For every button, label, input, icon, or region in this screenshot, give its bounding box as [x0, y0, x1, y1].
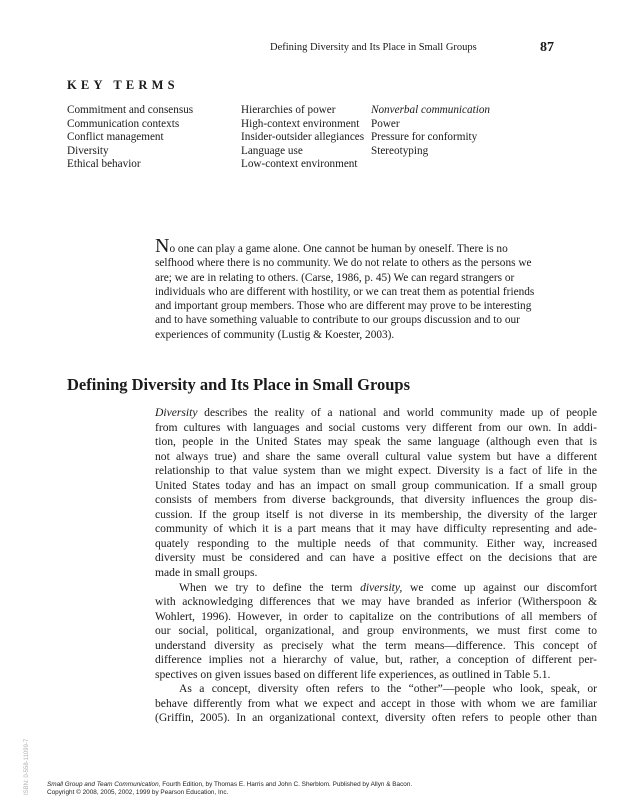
key-terms-column-3 [371, 104, 490, 158]
epigraph-line: individuals who are different with hostility, or we can treat them as potential friends [155, 285, 535, 298]
copyright-line-2: Copyright © 2008, 2005, 2002, 1999 by Pearson Education, Inc. [47, 788, 229, 796]
key-term: Commitment and consensus [67, 104, 194, 116]
body-line: United States today and has an impact on small group communication. If a small group [155, 478, 597, 492]
copyright-line-1 [47, 781, 412, 789]
book-title: Small Group and Team Communication, [47, 781, 161, 788]
key-term: Communication contexts [67, 117, 180, 130]
body-line: consists of members from diverse backgrounds, that diversity influences the group dis- [155, 493, 597, 507]
body-line: from cultures with languages and social customs very different from our own. In addi- [155, 420, 597, 434]
running-head-title: Defining Diversity and Its Place in Small Groups [270, 42, 477, 53]
body-line: with acknowledging differences that we may have branded as inferior (Witherspoon & [155, 595, 597, 609]
body-line: community of which it is a part means that it may have difficulty representing and ade- [155, 522, 597, 536]
key-term: Hierarchies of power [241, 104, 336, 116]
key-term: High-context environment [241, 117, 360, 130]
epigraph-line [155, 235, 555, 257]
body-line: tion, people in the United States may speak the same language (although even that is [155, 435, 597, 449]
epigraph-text: o one can play a game alone. One cannot be human by oneself. There is no [169, 243, 508, 255]
key-terms-column-1 [67, 104, 193, 172]
epigraph-line: and to have something valuable to contribute to our groups discussion and to our [155, 314, 520, 327]
page-number: 87 [540, 40, 554, 55]
key-term: Nonverbal communication [371, 104, 491, 116]
key-terms-heading: KEY TERMS [67, 78, 179, 92]
key-terms-column-2 [241, 104, 364, 172]
body-line: quately responding to the multiple needs of that community. Either way, increased [155, 536, 597, 550]
body-line: not always true) and share the same overall cultural value system but have a different [155, 449, 597, 463]
body-line: As a concept, diversity often refers to the “other”—people who look, speak, or [179, 682, 597, 696]
key-term: Language use [241, 144, 303, 157]
key-term: Stereotyping [371, 144, 429, 157]
body-line: cussion. If the group itself is not diverse in its membership, the diversity of the larger [155, 507, 597, 521]
body-line: made in small groups. [155, 566, 258, 580]
body-line: difference implies not a hierarchy of value, but, rather, a conception of different per- [155, 653, 597, 667]
body-line: (Griffin, 2005). In an organizational context, diversity often refers to people other than [155, 711, 597, 725]
epigraph-line: experiences of community (Lustig & Koester, 2003). [155, 328, 395, 341]
body-line: relationship to that value system than we might expect. Diversity is a fact of life in the [155, 464, 597, 478]
key-term: Power [371, 117, 400, 130]
body-line: Wohlert, 1996). However, in order to capitalize on the contributions of all members of [155, 609, 597, 623]
body-line: behave differently from what we expect and accept in those with whom we are familiar [155, 696, 597, 710]
key-term: Low-context environment [241, 158, 358, 171]
book-credits: Fourth Edition, by Thomas E. Harris and John C. Sherblom. Published by Allyn & Bacon. [160, 781, 413, 788]
key-term: Conflict management [67, 131, 164, 144]
body-line: our social, political, organizational, and group environments, we must first come to [155, 624, 597, 638]
epigraph-line: and important group members. Those who are different may prove to be interesting [155, 300, 532, 313]
isbn-watermark [24, 685, 40, 795]
key-term: Pressure for conformity [371, 131, 478, 144]
section-heading: Defining Diversity and Its Place in Small Groups [67, 375, 411, 394]
copyright-footer [47, 781, 412, 796]
body-text [155, 406, 597, 726]
epigraph [155, 235, 555, 342]
drop-cap: N [155, 235, 170, 257]
key-term: Ethical behavior [67, 158, 141, 171]
body-line: When we try to define the term diversity, we come up against our discomfort [179, 580, 598, 594]
body-line: spectives on given issues based on different life experiences, as outlined in Table 5.1. [155, 667, 551, 681]
epigraph-line: are; we are in relating to others. (Carse, 1986, p. 45) We can regard strangers or [155, 271, 515, 284]
body-line: understand diversity as precisely what the term means—difference. This concept of [155, 638, 597, 652]
body-line: Diversity describes the reality of a national and world community made up of people [155, 406, 597, 419]
epigraph-line: selfhood where there is no community. We do not relate to others as the persons we [155, 257, 532, 270]
isbn-text: ISBN: 0-558-11099-7 [24, 738, 30, 795]
body-line: diversity must be considered and can have a positive effect on the decisions that are [155, 551, 597, 565]
key-term: Diversity [67, 144, 109, 157]
key-term: Insider-outsider allegiances [241, 131, 365, 144]
